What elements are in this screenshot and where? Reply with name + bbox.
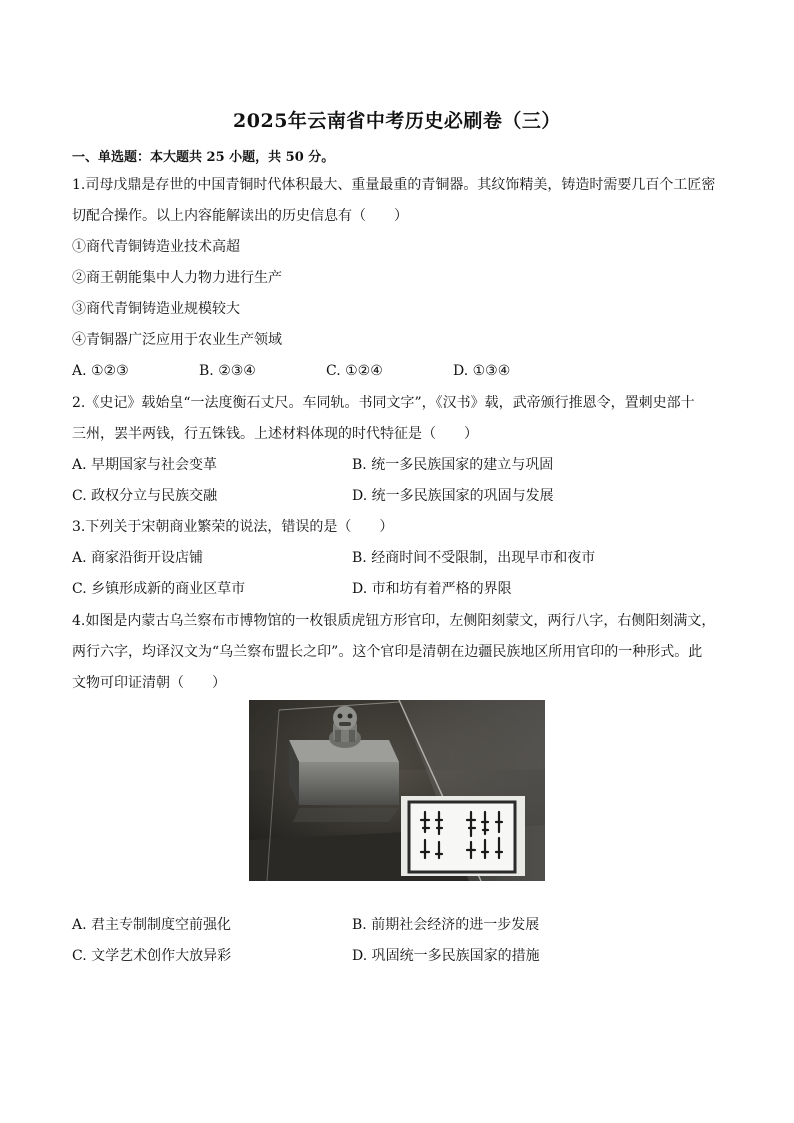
page-title: 2025年云南省中考历史必刷卷（三） (233, 110, 561, 132)
question-2 (72, 388, 724, 512)
silver-tiger-seal-image (249, 700, 545, 881)
question-1-statement-1: ①商代青铜铸造业技术高超 (72, 239, 240, 255)
question-3-options-row-2 (72, 574, 724, 605)
seal-photo (249, 700, 545, 881)
question-1-statement-3: ③商代青铜铸造业规模较大 (72, 301, 240, 317)
question-3-options-row-1 (72, 543, 724, 574)
question-4-option-c[interactable]: C. 文学艺术创作大放异彩 (72, 948, 232, 964)
question-1-options (72, 356, 724, 387)
question-4-option-d[interactable]: D. 巩固统一多民族国家的措施 (352, 948, 540, 964)
question-2-options-row-2 (72, 481, 724, 512)
question-1-option-b[interactable]: B. ②③④ (199, 363, 256, 379)
question-1-stem-line-1: 1.司母戊鼎是存世的中国青铜时代体积最大、重量最重的青铜器。其纹饰精美，铸造时需要几百个工匠密 (72, 177, 716, 193)
question-1-statement-2: ②商王朝能集中人力物力进行生产 (72, 270, 282, 286)
question-1-option-a[interactable]: A. ①②③ (72, 363, 129, 379)
question-4-stem-line-3: 文物可印证清朝（ ） (72, 675, 226, 691)
question-4-options-row-1 (72, 910, 724, 941)
question-4-option-b[interactable]: B. 前期社会经济的进一步发展 (352, 917, 540, 933)
section-header: 一、单选题：本大题共 25 小题，共 50 分。 (72, 150, 335, 165)
question-2-option-c[interactable]: C. 政权分立与民族交融 (72, 488, 218, 504)
question-2-option-b[interactable]: B. 统一多民族国家的建立与巩固 (352, 457, 554, 473)
question-2-option-a[interactable]: A. 早期国家与社会变革 (72, 457, 218, 473)
question-3 (72, 512, 724, 605)
question-1-option-d[interactable]: D. ①③④ (453, 363, 511, 379)
question-1 (72, 170, 724, 387)
question-3-option-d[interactable]: D. 市和坊有着严格的界限 (352, 581, 512, 597)
question-2-stem-line-1: 2.《史记》载始皇“一法度衡石丈尺。车同轨。书同文字”，《汉书》载，武帝颁行推恩令，置刺史部十 (72, 395, 695, 411)
question-3-stem-line-1: 3.下列关于宋朝商业繁荣的说法，错误的是（ ） (72, 519, 394, 535)
question-2-options-row-1 (72, 450, 724, 481)
question-1-stem-line-2: 切配合操作。以上内容能解读出的历史信息有（ ） (72, 208, 408, 224)
question-4-stem-line-2: 两行六字，均译汉文为“乌兰察布盟长之印”。这个官印是清朝在边疆民族地区所用官印的一种形式。此 (72, 644, 703, 660)
question-2-option-d[interactable]: D. 统一多民族国家的巩固与发展 (352, 488, 554, 504)
question-4-options (72, 910, 724, 972)
question-4-options-row-2 (72, 941, 724, 972)
question-4-option-a[interactable]: A. 君主专制制度空前强化 (72, 917, 232, 933)
question-3-option-a[interactable]: A. 商家沿街开设店铺 (72, 550, 204, 566)
question-1-option-c[interactable]: C. ①②④ (326, 363, 383, 379)
question-1-statement-4: ④青铜器广泛应用于农业生产领域 (72, 332, 282, 348)
question-3-option-b[interactable]: B. 经商时间不受限制，出现早市和夜市 (352, 550, 596, 566)
question-2-stem-line-2: 三州，罢半两钱，行五铢钱。上述材料体现的时代特征是（ ） (72, 426, 478, 442)
question-3-option-c[interactable]: C. 乡镇形成新的商业区草市 (72, 581, 246, 597)
question-4 (72, 606, 724, 699)
question-4-stem-line-1: 4.如图是内蒙古乌兰察布市博物馆的一枚银质虎钮方形官印，左侧阳刻蒙文，两行八字，右侧阳刻满文， (72, 613, 716, 629)
